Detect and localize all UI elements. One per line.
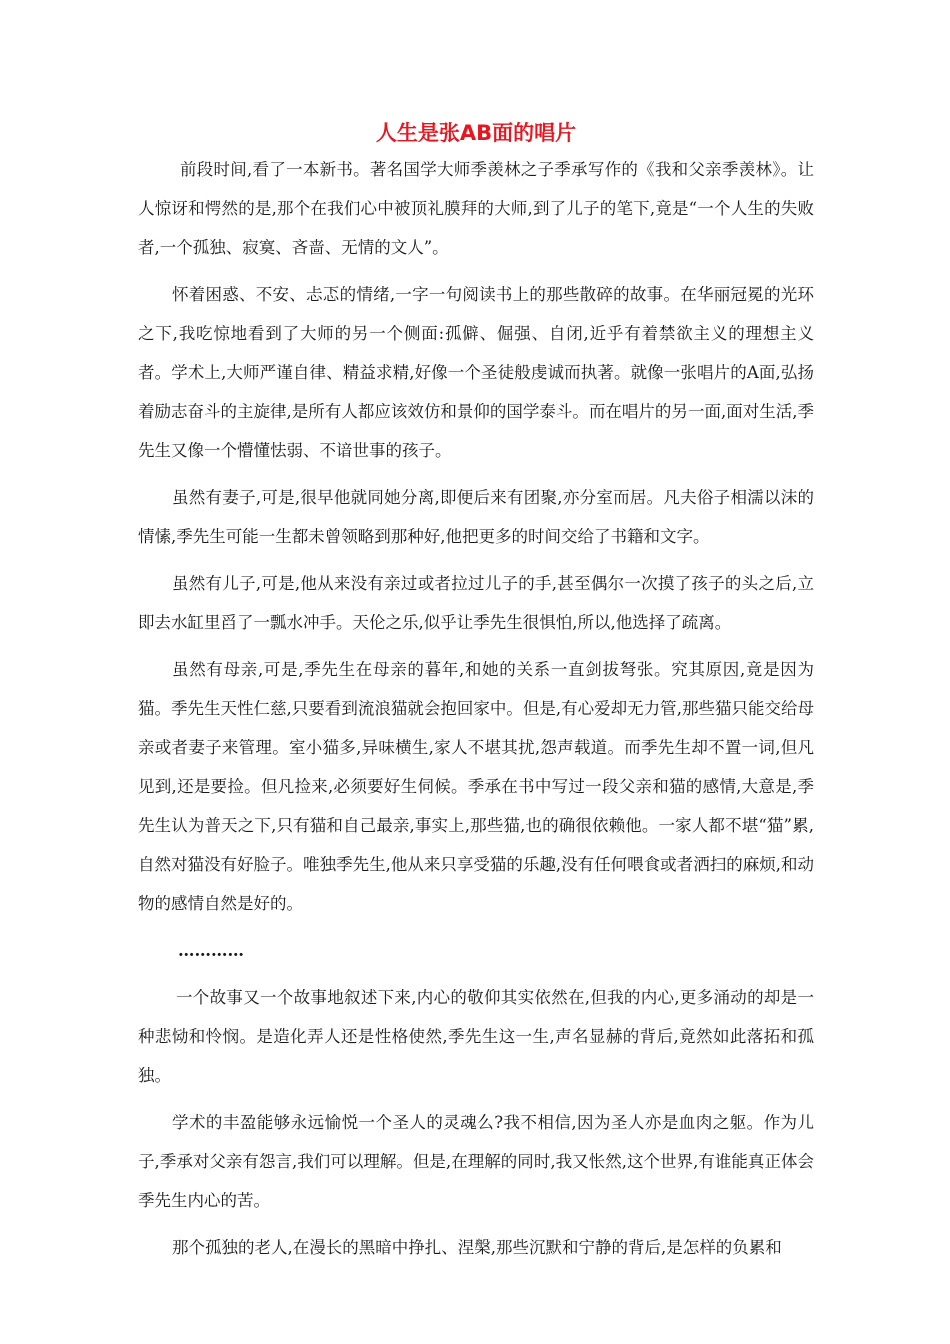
paragraph-3: 虽然有妻子,可是,很早他就同她分离,即便后来有团聚,亦分室而居。凡夫俗子相濡以沫的情愫,季先生可能一生都未曾领略到那种好,他把更多的时间交给了书籍和文字。 bbox=[138, 488, 814, 546]
ellipsis-separator: ………… bbox=[178, 941, 244, 960]
document-page bbox=[138, 118, 814, 1275]
paragraph-2: 怀着困惑、不安、忐忑的情绪,一字一句阅读书上的那些散碎的故事。在华丽冠冕的光环之下,我吃惊地看到了大师的另一个侧面:孤僻、倔强、自闭,近乎有着禁欲主义的理想主义者。学术上,大师严谨自律、精益求精,好像一个圣徒般虔诚而执著。就像一张唱片的A面,弘扬着励志奋斗的主旋律,是所有人都应该效仿和景仰的国学泰斗。而在唱片的另一面,面对生活,季先生又像一个懵懂怯弱、不谙世事的孩子。 bbox=[138, 285, 814, 460]
document-title: 人生是张AB面的唱片 bbox=[375, 121, 577, 145]
paragraph-4: 虽然有儿子,可是,他从来没有亲过或者拉过儿子的手,甚至偶尔一次摸了孩子的头之后,立即去水缸里舀了一瓢水冲手。天伦之乐,似乎让季先生很惧怕,所以,他选择了疏离。 bbox=[138, 574, 814, 632]
paragraph-7: 学术的丰盈能够永远愉悦一个圣人的灵魂么?我不相信,因为圣人亦是血肉之躯。作为儿子,季承对父亲有怨言,我们可以理解。但是,在理解的同时,我又怅然,这个世界,有谁能真正体会季先生内心的苦。 bbox=[138, 1113, 814, 1210]
paragraph-8: 那个孤独的老人,在漫长的黑暗中挣扎、涅槃,那些沉默和宁静的背后,是怎样的负累和 bbox=[172, 1238, 782, 1257]
paragraph-1: 前段时间,看了一本新书。著名国学大师季羡林之子季承写作的《我和父亲季羡林》。让人惊讶和愕然的是,那个在我们心中被顶礼膜拜的大师,到了儿子的笔下,竟是“一个人生的失败者,一个孤独、寂寞、吝啬、无情的文人”。 bbox=[138, 160, 814, 257]
paragraph-5: 虽然有母亲,可是,季先生在母亲的暮年,和她的关系一直剑拔弩张。究其原因,竟是因为猫。季先生天性仁慈,只要看到流浪猫就会抱回家中。但是,有心爱却无力管,那些猫只能交给母亲或者妻子来管理。室小猫多,异味横生,家人不堪其扰,怨声载道。而季先生却不置一词,但凡见到,还是要捡。但凡捡来,必须要好生伺候。季承在书中写过一段父亲和猫的感情,大意是,季先生认为普天之下,只有猫和自己最亲,事实上,那些猫,也的确很依赖他。一家人都不堪“猫”累,自然对猫没有好脸子。唯独季先生,他从来只享受猫的乐趣,没有任何喂食或者洒扫的麻烦,和动物的感情自然是好的。 bbox=[138, 660, 814, 913]
paragraph-6: 一个故事又一个故事地叙述下来,内心的敬仰其实依然在,但我的内心,更多涌动的却是一种悲恸和怜悯。是造化弄人还是性格使然,季先生这一生,声名显赫的背后,竟然如此落拓和孤独。 bbox=[138, 988, 814, 1085]
